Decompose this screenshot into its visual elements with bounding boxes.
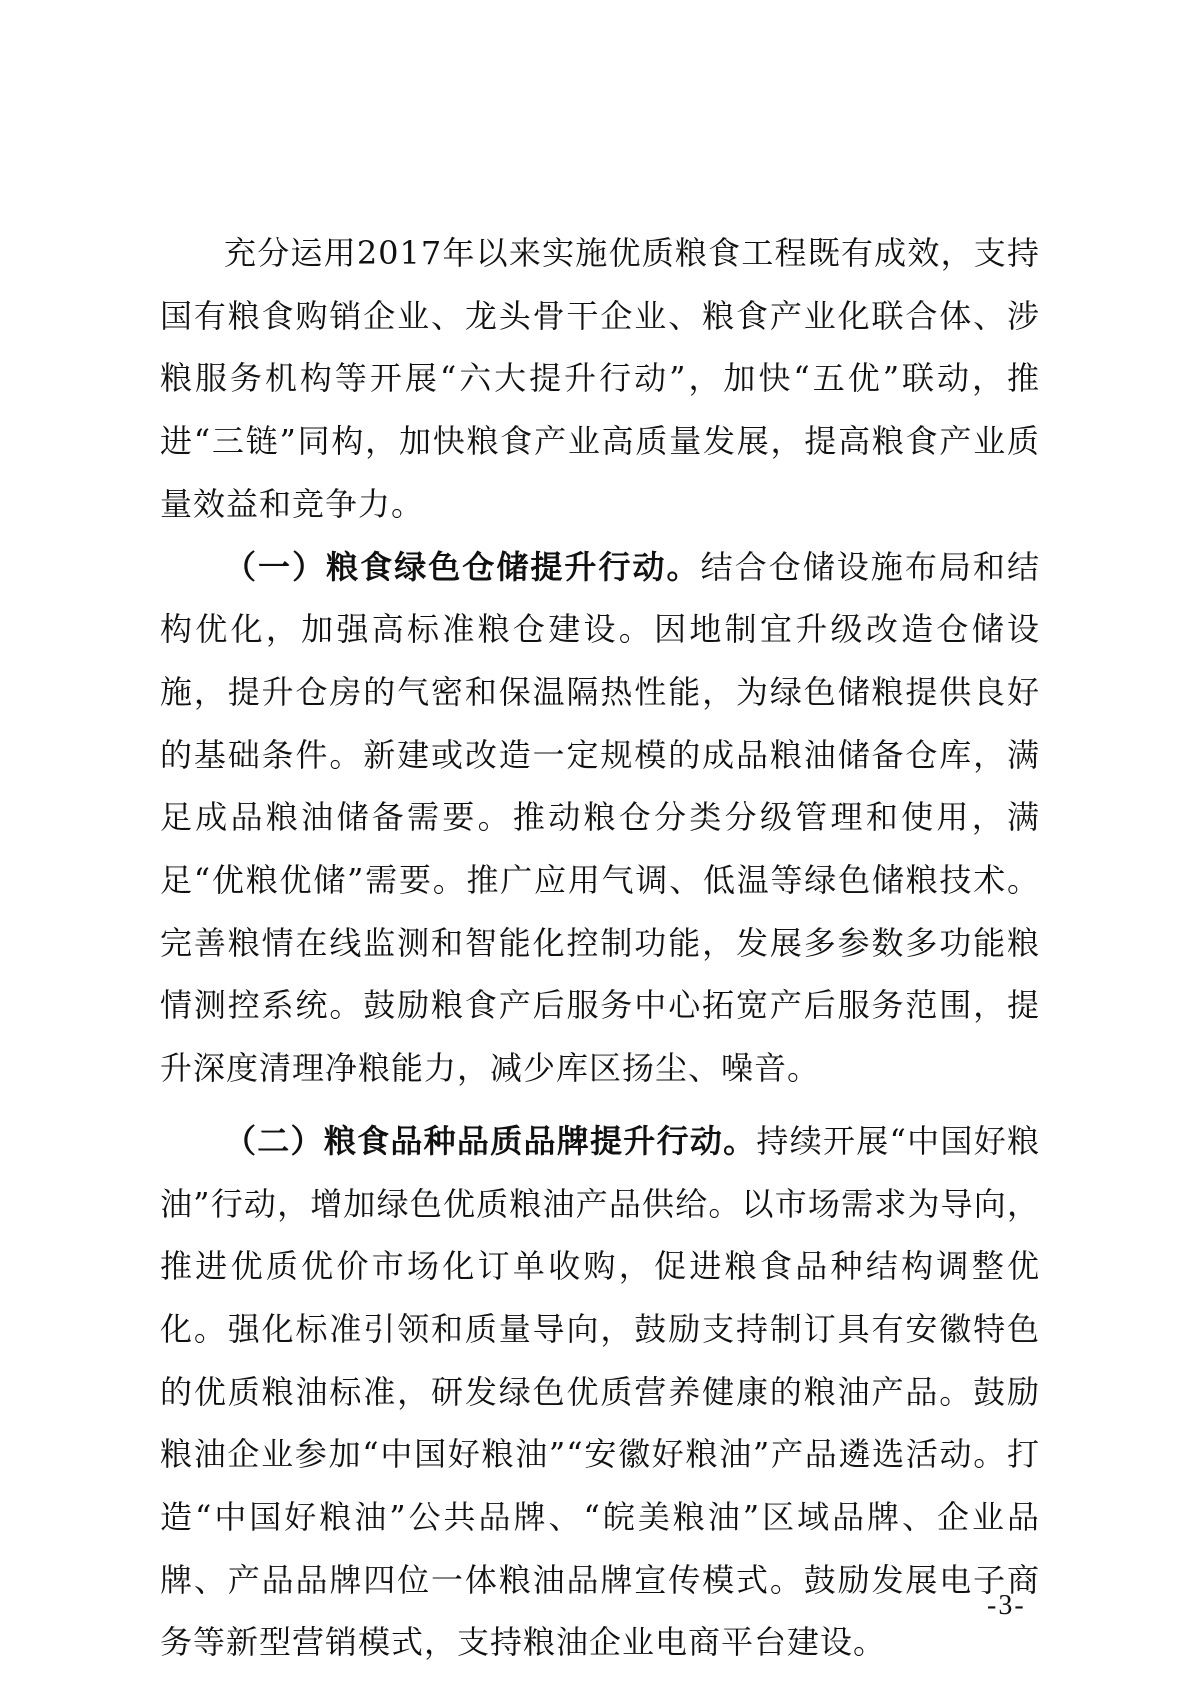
section-1-heading: （一）粮食绿色仓储提升行动。	[224, 547, 701, 586]
section-2-paragraph	[160, 1110, 1040, 1674]
section-2-heading: （二）粮食品种品质品牌提升行动。	[224, 1121, 757, 1160]
intro-paragraph-text: 充分运用2017年以来实施优质粮食工程既有成效，支持国有粮食购销企业、龙头骨干企业、粮食产业化联合体、涉粮服务机构等开展“六大提升行动”，加快“五优”联动，推进“三链”同构，加快粮食产业高质量发展，提高粮食产业质量效益和竞争力。	[160, 234, 1040, 523]
section-2-text: 持续开展“中国好粮油”行动，增加绿色优质粮油产品供给。以市场需求为导向，推进优质优价市场化订单收购，促进粮食品种结构调整优化。强化标准引领和质量导向，鼓励支持制订具有安徽特色的优质粮油标准，研发绿色优质营养健康的粮油产品。鼓励粮油企业参加“中国好粮油”“安徽好粮油”产品遴选活动。打造“中国好粮油”公共品牌、“皖美粮油”区域品牌、企业品牌、产品品牌四位一体粮油品牌宣传模式。鼓励发展电子商务等新型营销模式，支持粮油企业电商平台建设。	[160, 1121, 1040, 1662]
page-number: -3-	[987, 1590, 1026, 1621]
section-1-paragraph	[160, 536, 1040, 1100]
document-body	[160, 222, 1040, 1674]
section-1-text: 结合仓储设施布局和结构优化，加强高标准粮仓建设。因地制宜升级改造仓储设施，提升仓房的气密和保温隔热性能，为绿色储粮提供良好的基础条件。新建或改造一定规模的成品粮油储备仓库，满足成品粮油储备需要。推动粮仓分类分级管理和使用，满足“优粮优储”需要。推广应用气调、低温等绿色储粮技术。完善粮情在线监测和智能化控制功能，发展多参数多功能粮情测控系统。鼓励粮食产后服务中心拓宽产后服务范围，提升深度清理净粮能力，减少库区扬尘、噪音。	[160, 547, 1040, 1088]
intro-paragraph	[160, 222, 1040, 536]
